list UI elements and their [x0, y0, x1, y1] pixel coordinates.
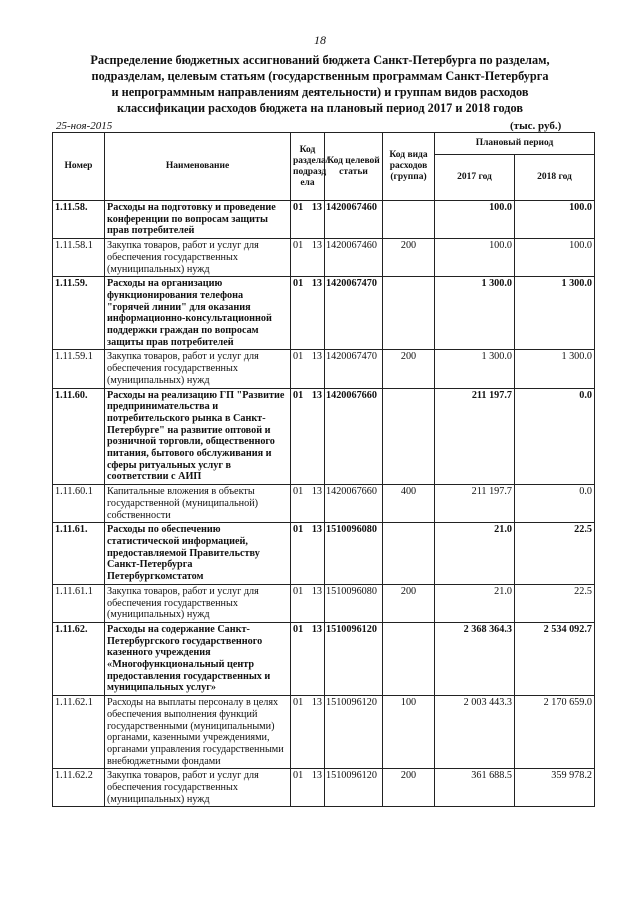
row-expense-code: 200: [383, 350, 435, 388]
title-line: подразделам, целевым статьям (государственным программам Санкт-Петербурга: [91, 69, 549, 83]
row-value-2017: 21.0: [435, 523, 515, 585]
row-number: 1.11.60.1: [53, 485, 105, 523]
row-expense-code: [383, 201, 435, 239]
row-expense-code: 200: [383, 584, 435, 622]
row-name: Закупка товаров, работ и услуг для обеспечения государственных (муниципальных) нужд: [105, 239, 291, 277]
row-expense-code: [383, 622, 435, 695]
title-line: Распределение бюджетных ассигнований бюджета Санкт-Петербурга по разделам,: [90, 53, 550, 67]
subsection-code: 13: [311, 770, 322, 782]
row-value-2018: 359 978.2: [515, 769, 595, 807]
row-expense-code: [383, 523, 435, 585]
row-value-2017: 211 197.7: [435, 485, 515, 523]
budget-table: [52, 132, 595, 807]
row-value-2017: 211 197.7: [435, 388, 515, 485]
section-code: 01: [293, 524, 304, 536]
row-number: 1.11.60.: [53, 388, 105, 485]
page-number: 18: [314, 33, 326, 47]
row-section-code: [291, 239, 325, 277]
row-target-code: 1510096120: [325, 622, 383, 695]
row-value-2018: 22.5: [515, 584, 595, 622]
section-code: 01: [293, 623, 304, 635]
row-number: 1.11.58.1: [53, 239, 105, 277]
row-name: Закупка товаров, работ и услуг для обеспечения государственных (муниципальных) нужд: [105, 769, 291, 807]
row-number: 1.11.61.: [53, 523, 105, 585]
document-title: [60, 52, 580, 116]
row-section-code: [291, 277, 325, 350]
row-name: Капитальные вложения в объекты государственной (муниципальной) собственности: [105, 485, 291, 523]
table-row: [53, 523, 595, 585]
row-section-code: [291, 622, 325, 695]
document-date: 25-ноя-2015: [56, 120, 113, 132]
row-target-code: 1420067460: [325, 201, 383, 239]
row-name: Расходы на реализацию ГП "Развитие предпринимательства и потребительского рынка в Санкт-Петербурге" на развитие оптовой и розничной торговли, общественного питания, бытового обслуживания и сферы ритуальных услуг в соответствии с АИП: [105, 388, 291, 485]
row-value-2017: 100.0: [435, 239, 515, 277]
row-expense-code: [383, 277, 435, 350]
title-line: классификации расходов бюджета на плановый период 2017 и 2018 годов: [117, 101, 523, 115]
row-section-code: [291, 696, 325, 769]
table-row: [53, 388, 595, 485]
section-code: 01: [293, 770, 304, 782]
section-code: 01: [293, 278, 304, 290]
section-code: 01: [293, 697, 304, 709]
header-section-code: Код раздела/ подразд ела: [291, 133, 325, 201]
row-section-code: [291, 485, 325, 523]
row-target-code: 1420067660: [325, 485, 383, 523]
table-row: [53, 277, 595, 350]
table-row: [53, 239, 595, 277]
row-number: 1.11.59.1: [53, 350, 105, 388]
row-value-2018: 1 300.0: [515, 350, 595, 388]
row-value-2017: 2 003 443.3: [435, 696, 515, 769]
row-expense-code: 200: [383, 239, 435, 277]
subsection-code: 13: [311, 697, 322, 709]
row-number: 1.11.62.2: [53, 769, 105, 807]
table-row: [53, 622, 595, 695]
row-number: 1.11.62.1: [53, 696, 105, 769]
row-value-2017: 21.0: [435, 584, 515, 622]
subsection-code: 13: [311, 389, 322, 401]
row-value-2017: 100.0: [435, 201, 515, 239]
table-row: [53, 350, 595, 388]
table-row: [53, 696, 595, 769]
row-target-code: 1510096080: [325, 584, 383, 622]
header-name: Наименование: [105, 133, 291, 201]
row-target-code: 1510096120: [325, 696, 383, 769]
row-number: 1.11.61.1: [53, 584, 105, 622]
row-value-2017: 2 368 364.3: [435, 622, 515, 695]
row-name: Закупка товаров, работ и услуг для обеспечения государственных (муниципальных) нужд: [105, 584, 291, 622]
header-planned-period: Плановый период: [435, 133, 595, 155]
row-value-2018: 2 170 659.0: [515, 696, 595, 769]
header-year-2017: 2017 год: [435, 155, 515, 201]
row-expense-code: 100: [383, 696, 435, 769]
table-row: [53, 485, 595, 523]
row-name: Закупка товаров, работ и услуг для обеспечения государственных (муниципальных) нужд: [105, 350, 291, 388]
table-row: [53, 584, 595, 622]
row-section-code: [291, 350, 325, 388]
section-code: 01: [293, 351, 304, 363]
row-name: Расходы на содержание Санкт-Петербургского государственного казенного учреждения «Многофункциональный центр предоставления государственных и муниципальных услуг»: [105, 622, 291, 695]
row-value-2018: 0.0: [515, 388, 595, 485]
title-line: и непрограммным направлениям деятельности) и группам видов расходов: [111, 85, 529, 99]
row-target-code: 1510096120: [325, 769, 383, 807]
row-name: Расходы на подготовку и проведение конференции по вопросам защиты прав потребителей: [105, 201, 291, 239]
subsection-code: 13: [311, 278, 322, 290]
row-target-code: 1420067470: [325, 277, 383, 350]
row-value-2018: 100.0: [515, 239, 595, 277]
subsection-code: 13: [311, 240, 322, 252]
row-expense-code: 400: [383, 485, 435, 523]
row-value-2017: 361 688.5: [435, 769, 515, 807]
header-year-2018: 2018 год: [515, 155, 595, 201]
section-code: 01: [293, 240, 304, 252]
row-target-code: 1510096080: [325, 523, 383, 585]
row-value-2017: 1 300.0: [435, 350, 515, 388]
row-expense-code: [383, 388, 435, 485]
row-value-2018: 100.0: [515, 201, 595, 239]
subsection-code: 13: [311, 623, 322, 635]
row-value-2018: 0.0: [515, 485, 595, 523]
row-target-code: 1420067460: [325, 239, 383, 277]
row-section-code: [291, 769, 325, 807]
row-value-2018: 22.5: [515, 523, 595, 585]
row-section-code: [291, 201, 325, 239]
table-row: [53, 769, 595, 807]
row-expense-code: 200: [383, 769, 435, 807]
row-section-code: [291, 388, 325, 485]
section-code: 01: [293, 585, 304, 597]
row-value-2017: 1 300.0: [435, 277, 515, 350]
header-number: Номер: [53, 133, 105, 201]
row-number: 1.11.58.: [53, 201, 105, 239]
subsection-code: 13: [311, 351, 322, 363]
row-number: 1.11.59.: [53, 277, 105, 350]
section-code: 01: [293, 486, 304, 498]
row-section-code: [291, 523, 325, 585]
row-value-2018: 2 534 092.7: [515, 622, 595, 695]
subsection-code: 13: [311, 486, 322, 498]
row-name: Расходы на выплаты персоналу в целях обеспечения выполнения функций государственными (муниципальными) органами, казенными учреждениями, органами управления государственными внебюджетными фондами: [105, 696, 291, 769]
row-name: Расходы по обеспечению статистической информацией, предоставляемой Правительству Санкт-Петербурга Петербургкомстатом: [105, 523, 291, 585]
units-label: (тыс. руб.): [510, 120, 562, 132]
section-code: 01: [293, 202, 304, 213]
subsection-code: 13: [311, 202, 322, 213]
subsection-code: 13: [311, 585, 322, 597]
table-row: [53, 201, 595, 239]
row-name: Расходы на организацию функционирования телефона "горячей линии" для оказания информационно-консультационной поддержки граждан по вопросам защиты прав потребителей: [105, 277, 291, 350]
header-target-code: Код целевой статьи: [325, 133, 383, 201]
section-code: 01: [293, 389, 304, 401]
row-target-code: 1420067470: [325, 350, 383, 388]
row-number: 1.11.62.: [53, 622, 105, 695]
header-expense-code: Код вида расходов (группа): [383, 133, 435, 201]
row-section-code: [291, 584, 325, 622]
row-target-code: 1420067660: [325, 388, 383, 485]
row-value-2018: 1 300.0: [515, 277, 595, 350]
subsection-code: 13: [311, 524, 322, 536]
